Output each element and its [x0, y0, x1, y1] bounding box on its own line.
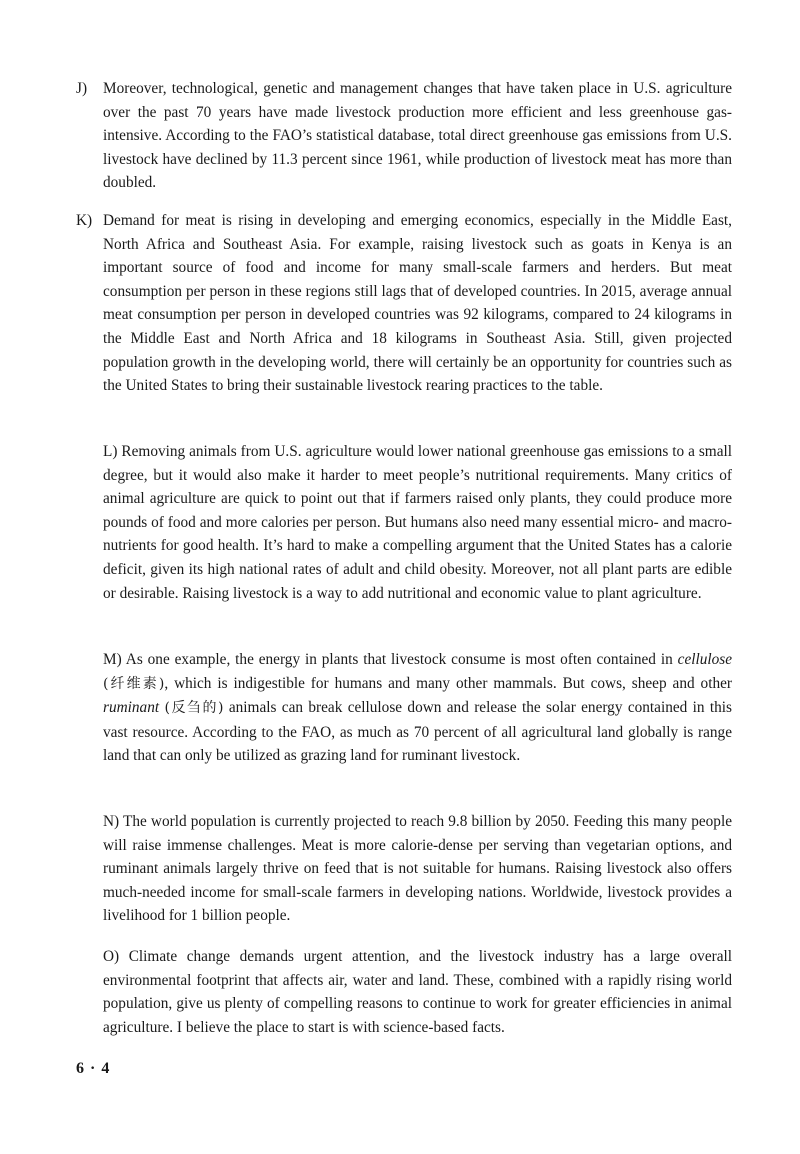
paragraph-n	[103, 810, 732, 928]
page-number: 6 · 4	[76, 1060, 111, 1077]
paragraph-text-j: Moreover, technological, genetic and management changes that have taken place in U.S. agriculture over the past 70 years have made livestock production more efficient and less greenhouse gas-intensive. According to the FAO’s statistical database, total direct greenhouse gas emissions from U.S. livestock have declined by 11.3 percent since 1961, while production of livestock meat has more than doubled.	[103, 80, 732, 192]
paragraph-label-o: O)	[103, 948, 120, 965]
paragraph-text-o: Climate change demands urgent attention, and the livestock industry has a large overall environmental footprint that affects air, water and land. These, combined with a rapidly rising world population, give us plenty of compelling reasons to continue to work for greater efficiencies in animal agriculture. I believe the place to start is with science-based facts.	[103, 948, 732, 1036]
paragraph-text-n: The world population is currently projected to reach 9.8 billion by 2050. Feeding this many people will raise immense challenges. Meat is more calorie-dense per serving than vegetarian options, and ruminant animals largely thrive on feed that is not suitable for humans. Raising livestock also offers much-needed income for small-scale farmers in developing nations. Worldwide, livestock provides a livelihood for 1 billion people.	[103, 813, 732, 925]
paragraph-text-l: Removing animals from U.S. agriculture would lower national greenhouse gas emissions to a small degree, but it would also make it harder to meet people’s nutritional requirements. Many critics of animal agriculture are quick to point out that if farmers raised only plants, they could produce more pounds of food and more calories per person. But humans also need many essential micro- and macro-nutrients for good health. It’s hard to make a compelling argument that the United States has a calorie deficit, given its high national rates of adult and child obesity. Moreover, not all plant parts are edible or desirable. Raising livestock is a way to add nutritional and economic value to plant agriculture.	[103, 443, 732, 602]
term-cellulose: cellulose	[677, 651, 733, 668]
paragraph-k	[76, 209, 732, 398]
gloss-cellulose: (纤维素)	[103, 675, 165, 692]
paragraph-j	[76, 77, 732, 195]
gloss-ruminant: (反刍的)	[164, 700, 224, 717]
paragraph-m-part2: , which is indigestible for humans and many other mammals. But cows, sheep and other	[164, 674, 732, 692]
paragraph-label-n: N)	[103, 813, 120, 830]
paragraph-m	[103, 648, 732, 768]
paragraph-m-part1: As one example, the energy in plants that livestock consume is most often contained in	[125, 651, 673, 668]
paragraph-label-l: L)	[103, 443, 118, 460]
term-ruminant: ruminant	[103, 699, 160, 717]
paragraph-l	[103, 440, 732, 605]
paragraph-m-part3: animals can break cellulose down and release the solar energy contained in this vast resource. According to the FAO, as much as 70 percent of all agricultural land globally is range land that can only be utilized as grazing land for ruminant livestock.	[103, 699, 732, 765]
paragraph-label-m: M)	[103, 651, 122, 668]
paragraph-label-k: K)	[76, 212, 93, 229]
paragraph-text-k: Demand for meat is rising in developing and emerging economics, especially in the Middle East, North Africa and Southeast Asia. For example, raising livestock such as goats in Kenya is an important source of food and income for many small-scale farmers and herders. But meat consumption per person in these regions still lags that of developed countries. In 2015, average annual meat consumption per person in developed countries was 92 kilograms, compared to 24 kilograms in the Middle East and North Africa and 18 kilograms in Southeast Asia. Still, given projected population growth in the developing world, there will certainly be an opportunity for countries such as the United States to bring their sustainable livestock rearing practices to the table.	[103, 212, 732, 395]
paragraph-label-j: J)	[76, 80, 88, 97]
paragraph-o	[103, 945, 732, 1039]
